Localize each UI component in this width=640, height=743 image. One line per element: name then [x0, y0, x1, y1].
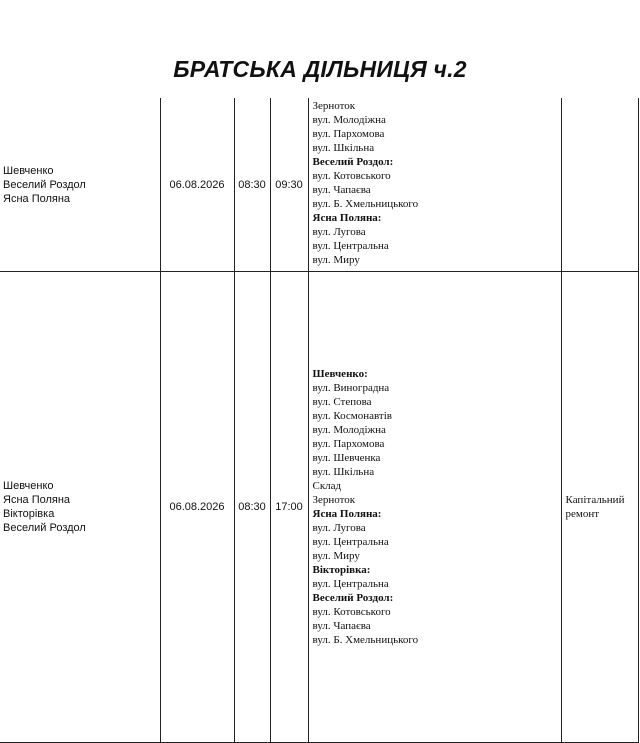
street-item: вул. Пархомова	[312, 438, 385, 450]
street-item: вул. Б. Хмельницького	[312, 634, 419, 646]
street-item: вул. Молодіжна	[312, 114, 386, 126]
street-item: вул. Чапаєва	[312, 620, 371, 632]
street-item: вул. Котовського	[312, 170, 391, 182]
street-item: вул. Шкільна	[312, 142, 375, 154]
street-item: вул. Пархомова	[312, 128, 385, 140]
village-heading: Вікторівка:	[312, 564, 371, 576]
date-cell: 06.08.2026	[160, 272, 234, 743]
street-item: вул. Шевченка	[312, 452, 381, 464]
street-item: вул. Космонавтів	[312, 410, 392, 422]
time-end-cell: 09:30	[270, 98, 308, 272]
street-item: вул. Центральна	[312, 240, 389, 252]
village-heading: Ясна Поляна:	[312, 212, 382, 224]
streets-cell	[308, 98, 561, 272]
streets-cell	[308, 272, 561, 743]
street-item: вул. Виноградна	[312, 382, 390, 394]
street-item: вул. Степова	[312, 396, 372, 408]
date-cell: 06.08.2026	[160, 98, 234, 272]
street-item: вул. Лугова	[312, 226, 366, 238]
time-end-cell: 17:00	[270, 272, 308, 743]
village-name: Шевченко	[3, 164, 54, 177]
street-item: Зерноток	[312, 100, 356, 112]
street-item: вул. Котовського	[312, 606, 391, 618]
street-item: вул. Шкільна	[312, 466, 375, 478]
village-heading: Веселий Роздол:	[312, 156, 394, 168]
street-item: вул. Б. Хмельницького	[312, 198, 419, 210]
note-text: ремонт	[565, 508, 600, 520]
street-item: вул. Центральна	[312, 536, 389, 548]
note-text: Капітальний	[565, 494, 625, 506]
village-name: Шевченко	[3, 480, 54, 492]
street-item: вул. Лугова	[312, 522, 366, 534]
page-title: БРАТСЬКА ДІЛЬНИЦЯ ч.2	[173, 56, 467, 82]
street-item: вул. Молодіжна	[312, 424, 386, 436]
note-cell	[561, 272, 638, 743]
outage-schedule-table	[0, 98, 639, 743]
villages-cell	[0, 98, 160, 272]
note-cell	[561, 98, 638, 272]
village-heading: Ясна Поляна:	[312, 508, 382, 520]
table-row	[0, 98, 638, 272]
time-start-cell: 08:30	[234, 98, 270, 272]
village-heading: Шевченко:	[312, 368, 368, 380]
street-item: Склад	[312, 480, 342, 492]
villages-cell	[0, 272, 160, 743]
street-item: Зерноток	[312, 494, 356, 506]
street-item: вул. Чапаєва	[312, 184, 371, 196]
street-item: вул. Миру	[312, 254, 360, 266]
village-name: Веселий Роздол	[3, 178, 86, 191]
village-name: Ясна Поляна	[3, 192, 71, 205]
street-item: вул. Миру	[312, 550, 360, 562]
street-item: вул. Центральна	[312, 578, 389, 590]
table-row	[0, 272, 638, 743]
village-name: Вікторівка	[3, 508, 55, 520]
village-name: Веселий Роздол	[3, 522, 86, 534]
village-heading: Веселий Роздол:	[312, 592, 394, 604]
time-start-cell: 08:30	[234, 272, 270, 743]
village-name: Ясна Поляна	[3, 494, 71, 506]
